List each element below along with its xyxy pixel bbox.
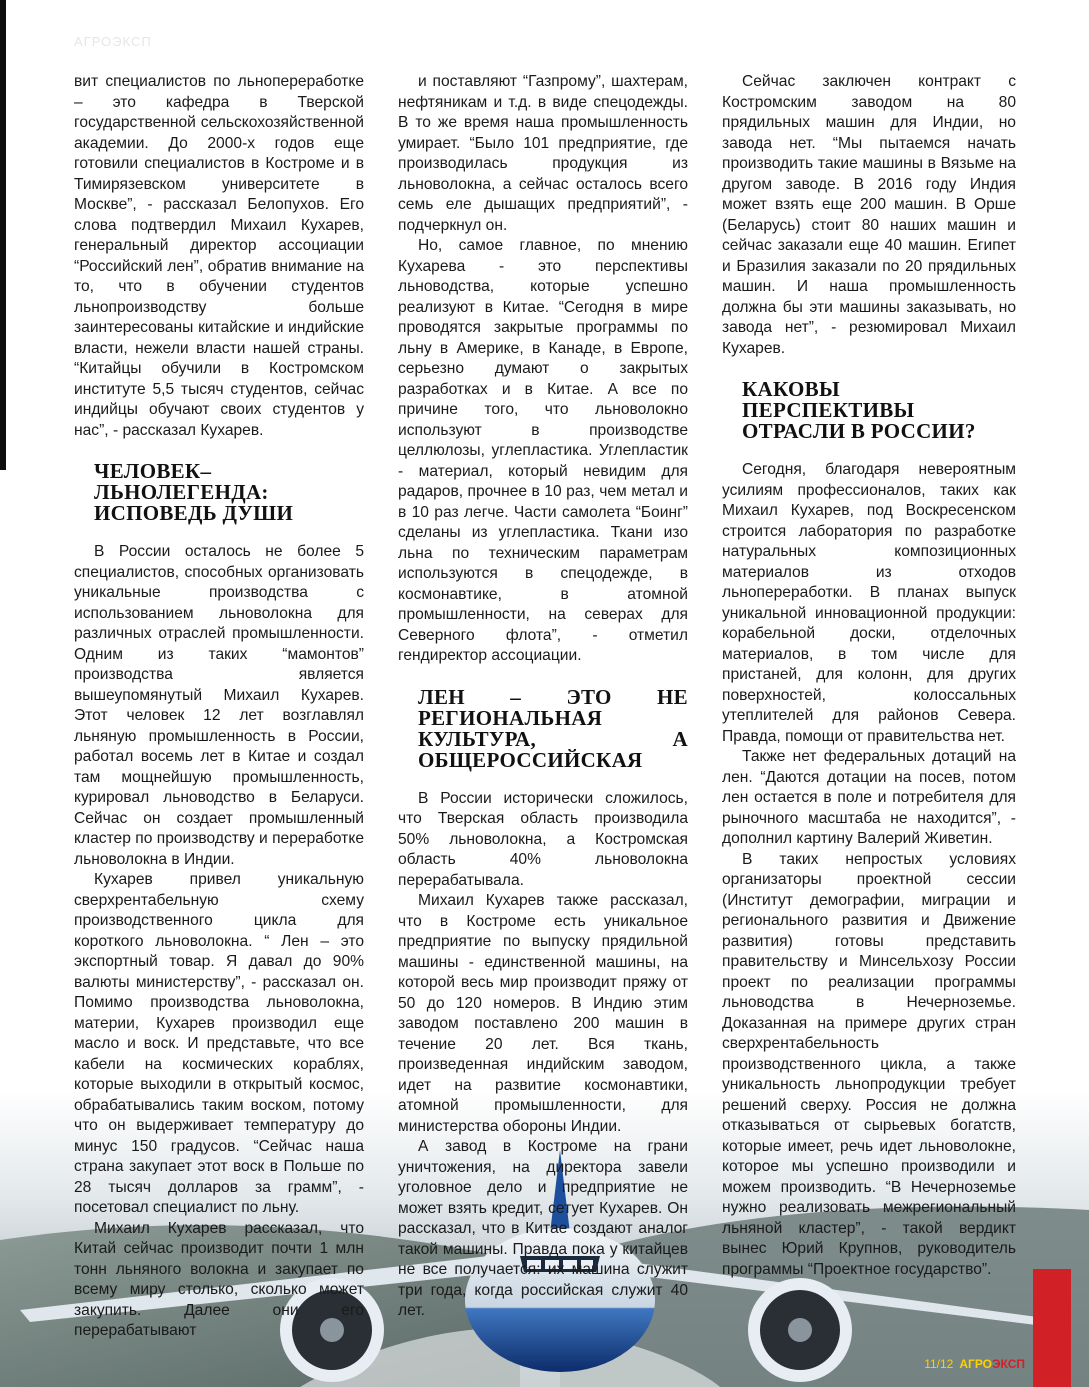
page-edge-tab (1033, 1269, 1071, 1387)
paragraph: Кухарев привел уникальную сверхрентабельную схему производственного цикла для короткого льноволокна. “ Лен – это экспортный товар. Я давал до 90% валюты министерству”, - рассказал он. Помимо производства льноволокна, материи, Кухарев производил еще масло и воск. И представьте, что все кабели на космических кораблях, которые выходили в открытый космос, обрабатывались таким воском, потому что он выдерживает температуру до минус 150 градусов. “Сейчас наша страна закупает этот воск в Польше по 28 тысяч долларов за грамм”, - посетовал специалист по льну. (74, 871, 364, 1216)
paragraph: Михаил Кухарев также рассказал, что в Костроме есть уникальное предприятие по выпуску прядильной машины - единственной машины, на которой весь мир производит пряжу от 50 до 120 номеров. В Индию этим заводом поставлено 200 машин в течение 20 лет. Вся ткань, произведенная индийским заводом, идет на развитие космонавтики, атомной промышленности, для министерства обороны Индии. (398, 892, 688, 1135)
section-heading: ЛЕН – ЭТО НЕ РЕГИОНАЛЬНАЯ КУЛЬТУРА, А ОБЩЕРОССИЙСКАЯ (418, 684, 688, 772)
paragraph: В России осталось не более 5 специалистов, способных организовать уникальные производства с использованием льноволокна для различных отраслей промышленности. Одним из таких “мамонтов” производства является вышеупомянутый Михаил Кухарев. Этот человек 12 лет возглавлял льняную промышленность в России, работал восемь лет в Китае и создал там мощнейшую промышленность, курировал льноводство в Беларуси. Сейчас он создает промышленный кластер по производству и переработке льноволокна в Индии. (74, 543, 364, 868)
header-watermark: АГРОЭКСП (74, 34, 152, 49)
section-heading: ЧЕЛОВЕК–ЛЬНОЛЕГЕНДА: ИСПОВЕДЬ ДУШИ (94, 459, 294, 525)
paragraph: Михаил Кухарев рассказал, что Китай сейчас производит почти 1 млн тонн льняного волокна и закупает по всему миру столько, сколько может закупить. Далее они его перерабатывают (74, 1219, 364, 1339)
column-1 (74, 72, 364, 1342)
section-heading: КАКОВЫ ПЕРСПЕКТИВЫ ОТРАСЛИ В РОССИИ? (742, 377, 976, 443)
column-3 (722, 72, 1016, 1280)
paragraph: Сейчас заключен контракт с Костромским заводом на 80 прядильных машин для Индии, но завода нет. “Мы пытаемся начать производить такие машины в Вязьме на другом заводе. В 2016 году Индия может взять еще 200 машин. В Орше (Беларусь) стоит 80 наших машин и сейчас заказали еще 40 машин. Египет и Бразилия заказали по 20 прядильных машин. И наша промышленность должна бы эти машины заказывать, но завода нет”, - резюмировал Михаил Кухарев. (722, 73, 1016, 357)
paragraph: вит специалистов по льнопереработке – это кафедра в Тверской государственной сельскохозяйственной академии. До 2000-х годов еще готовили специалистов в Костроме и в Тимирязевском университете в Москве”, - рассказал Белопухов. Его слова подтвердил Михаил Кухарев, генеральный директор ассоциации “Российский лен”, обратив внимание на то, что в обучении студентов льнопроизводству больше заинтересованы китайские и индийские власти, нежели власти нашей страны. “Китайцы обучили в Костромском институте 5,5 тысяч студентов, сейчас индийцы обучают своих студентов у нас”, - рассказал Кухарев. (74, 73, 364, 439)
left-edge-bar (0, 0, 6, 470)
paragraph: Также нет федеральных дотаций на лен. “Даются дотации на посев, потом лен остается в поле и потребителя для рыночного масштаба не находится”, - дополнил картину Валерий Живетин. (722, 748, 1016, 847)
paragraph: А завод в Костроме на грани уничтожения, на директора завели уголовное дело и предприятие не может взять кредит, сетует Кухарев. Он рассказал, что в Китае создают аналог такой машины. Правда пока у китайцев не все получается: их машина служит три года, когда российская служит 40 лет. (398, 1138, 688, 1319)
brand-part-a: АГРО (959, 1357, 992, 1371)
paragraph: Сегодня, благодаря невероятным усилиям профессионалов, таких как Михаил Кухарев, под Воскресенском строится лаборатория по разработке натуральных композиционных материалов из отходов льнопереработки. В планах выпуск уникальной инновационной продукции: корабельной доски, отделочных материалов, в том числе для пристаней, для колонн, для других поверхностей, колоссальных утеплителей для районов Севера. Правда, помощи от правительства нет. (722, 461, 1016, 745)
paragraph: Но, самое главное, по мнению Кухарева - это перспективы льноводства, которые успешно реализуют в Китае. “Сегодня в мире проводятся закрытые программы по льну в Америке, в Канаде, в Европе, серьезно думают о закрытых разработках и в Китае. А все по причине того, что льноволокно используют в производстве целлюлозы, углепластика. Углепластик - материал, который невидим для радаров, прочнее в 10 раз, чем метал и в 10 раз легче. Части самолета “Боинг” сделаны из углепластика. Ткани изо льна по техническим параметрам используются в спецодежде, в космонавтике, в атомной промышленности, на северах для Северного флота”, - отметил гендиректор ассоциации. (398, 237, 688, 664)
page-number: 11/12 (924, 1357, 954, 1371)
paragraph: В таких непростых условиях организаторы проектной сессии (Институт демографии, миграции и регионального развития и Движение развития) готовы представить правительству и Минсельхозу России проект по реализации программы льноводства в Нечерноземье. Доказанная на примере других стран сверхрентабельность производственного цикла, а также уникальность льнопродукции требует решений сверху. Россия не должна отказываться от сырьевых богатств, которые имеет, речь идет льноволокне, которое мы успешно производили и можем производить. “В Нечерноземье нужно реализовать межрегиональный льняной кластер”, - такой вердикт вынес Юрий Крупнов, руководитель программы “Проектное государство”. (722, 850, 1016, 1278)
footer-branding (924, 1357, 1025, 1371)
column-2 (398, 72, 688, 1322)
paragraph: В России исторически сложилось, что Тверская область производила 50% льноволокна, а Костромская область 40% льноволокна перерабатывала. (398, 789, 688, 889)
brand-part-b: ЭКСП (992, 1357, 1025, 1371)
paragraph: и поставляют “Газпрому”, шахтерам, нефтяникам и т.д. в виде спецодежды. В то же время наша промышленность умирает. “Было 101 предприятие, где производилась продукция из льноволокна, а сейчас осталось всего семь еле дышащих предприятий”, - подчеркнул он. (398, 73, 688, 234)
